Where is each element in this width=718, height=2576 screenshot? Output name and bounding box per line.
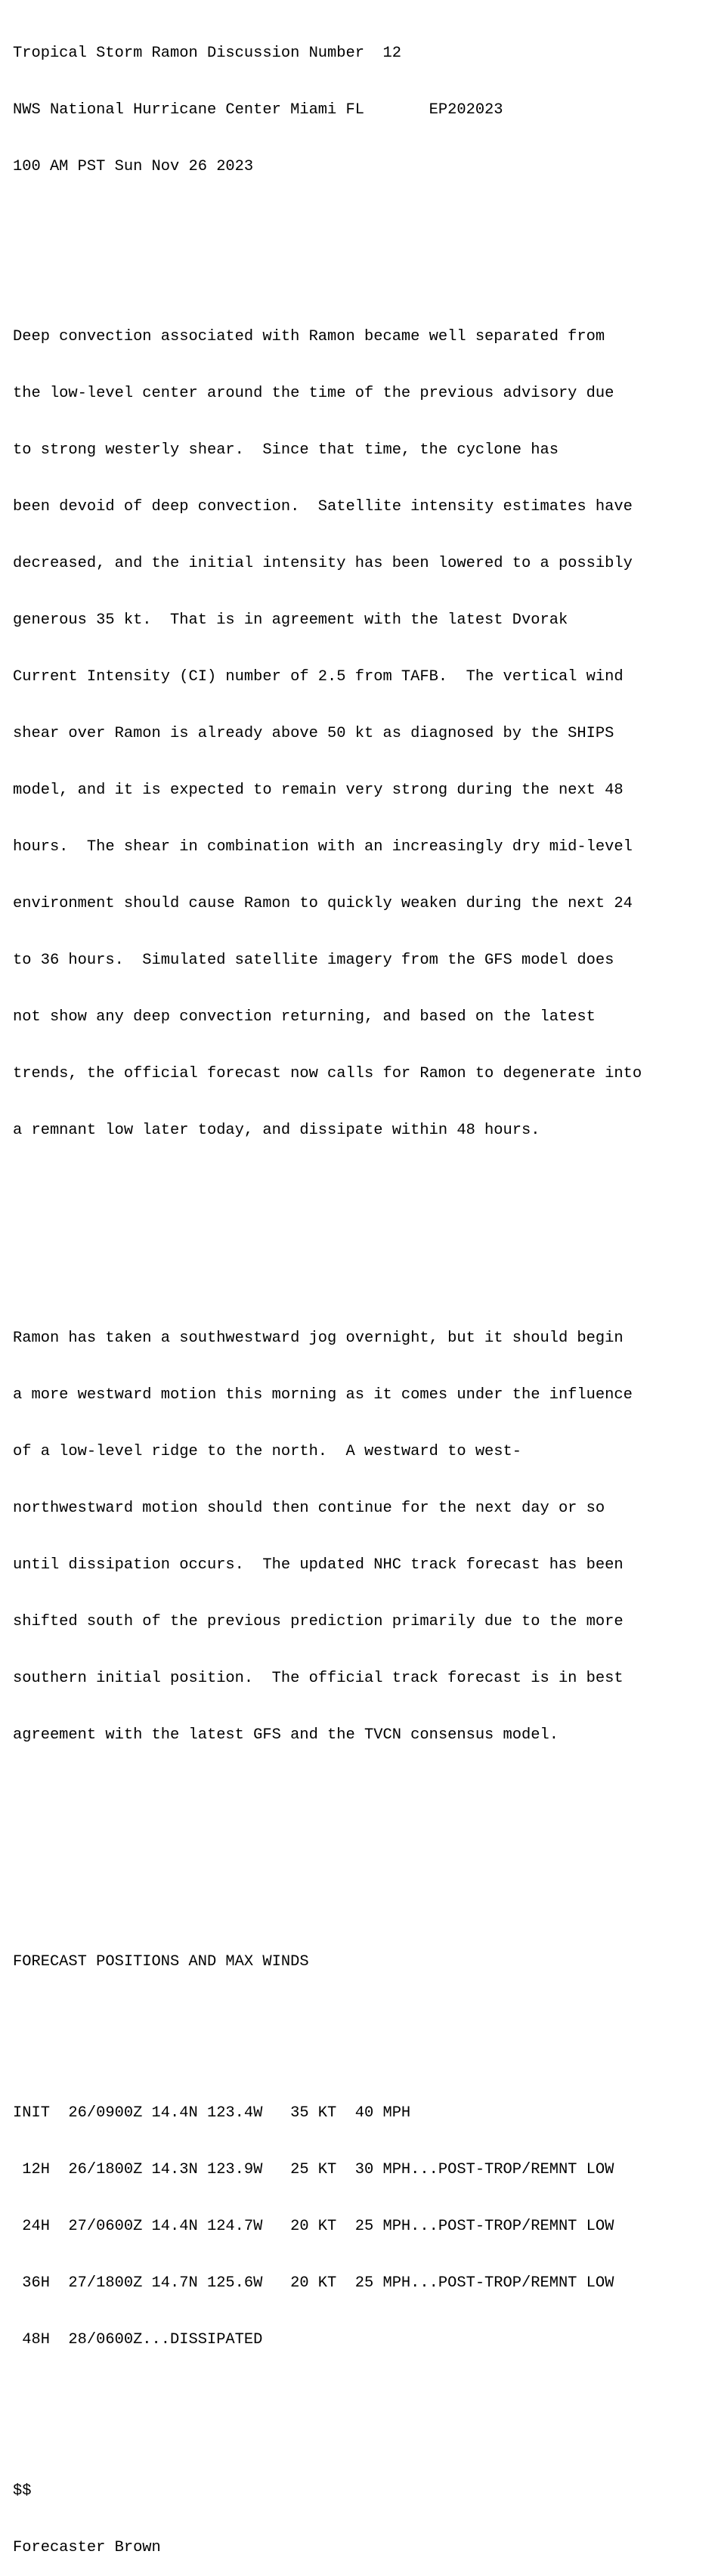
paragraph-line: southern initial position. The official track forecast is in best [13, 1670, 624, 1687]
paragraph-line: model, and it is expected to remain very strong during the next 48 [13, 782, 624, 799]
blank-line [13, 2009, 712, 2028]
blank-line [13, 1877, 712, 1896]
paragraph-line: to 36 hours. Simulated satellite imagery from the GFS model does [13, 952, 614, 969]
paragraph-line: generous 35 kt. That is in agreement with the latest Dvorak [13, 611, 568, 629]
paragraph-line: a remnant low later today, and dissipate within 48 hours. [13, 1122, 540, 1139]
paragraph-line: been devoid of deep convection. Satellite intensity estimates have [13, 498, 633, 516]
paragraph-line: agreement with the latest GFS and the TVCN consensus model. [13, 1726, 559, 1744]
forecast-row: 24H 27/0600Z 14.4N 124.7W 20 KT 25 MPH...POST-TROP/REMNT LOW [13, 2218, 614, 2235]
forecast-heading: FORECAST POSITIONS AND MAX WINDS [13, 1953, 309, 1971]
paragraph-line: environment should cause Ramon to quickly weaken during the next 24 [13, 895, 633, 912]
forecast-row: 48H 28/0600Z...DISSIPATED [13, 2331, 263, 2348]
forecast-table [13, 2066, 712, 2387]
blank-line [13, 1820, 712, 1839]
paragraph-line: northwestward motion should then continue for the next day or so [13, 1500, 605, 1517]
blank-line [13, 214, 712, 233]
paragraph-line: the low-level center around the time of the previous advisory due [13, 385, 614, 402]
intensity-paragraph [13, 289, 712, 1178]
paragraph-line: shear over Ramon is already above 50 kt as diagnosed by the SHIPS [13, 725, 614, 742]
blank-line [13, 2425, 712, 2444]
paragraph-line: trends, the official forecast now calls for Ramon to degenerate into [13, 1065, 642, 1082]
forecaster-signature: Forecaster Brown [13, 2539, 161, 2556]
paragraph-line: decreased, and the initial intensity has been lowered to a possibly [13, 555, 633, 572]
paragraph-line: of a low-level ridge to the north. A westward to west- [13, 1443, 522, 1460]
issue-time: 100 AM PST Sun Nov 26 2023 [13, 158, 254, 175]
paragraph-line: until dissipation occurs. The updated NHC track forecast has been [13, 1556, 624, 1574]
end-marker: $$ [13, 2482, 32, 2500]
discussion-document [13, 6, 712, 2576]
paragraph-line: not show any deep convection returning, and based on the latest [13, 1008, 596, 1026]
blank-line [13, 1215, 712, 1234]
paragraph-line: Current Intensity (CI) number of 2.5 from TAFB. The vertical wind [13, 668, 624, 686]
paragraph-line: Ramon has taken a southwestward jog overnight, but it should begin [13, 1330, 624, 1347]
paragraph-line: Deep convection associated with Ramon became well separated from [13, 328, 605, 345]
track-paragraph [13, 1291, 712, 1782]
forecast-row: 12H 26/1800Z 14.3N 123.9W 25 KT 30 MPH...POST-TROP/REMNT LOW [13, 2161, 614, 2178]
forecast-row: INIT 26/0900Z 14.4N 123.4W 35 KT 40 MPH [13, 2104, 411, 2122]
forecast-row: 36H 27/1800Z 14.7N 125.6W 20 KT 25 MPH...POST-TROP/REMNT LOW [13, 2274, 614, 2292]
paragraph-line: shifted south of the previous prediction primarily due to the more [13, 1613, 624, 1630]
paragraph-line: a more westward motion this morning as it comes under the influence [13, 1386, 633, 1404]
paragraph-line: to strong westerly shear. Since that time, the cyclone has [13, 441, 559, 459]
discussion-title: Tropical Storm Ramon Discussion Number 12 [13, 45, 401, 62]
paragraph-line: hours. The shear in combination with an increasingly dry mid-level [13, 838, 633, 856]
issuing-office: NWS National Hurricane Center Miami FL EP202023 [13, 101, 503, 119]
